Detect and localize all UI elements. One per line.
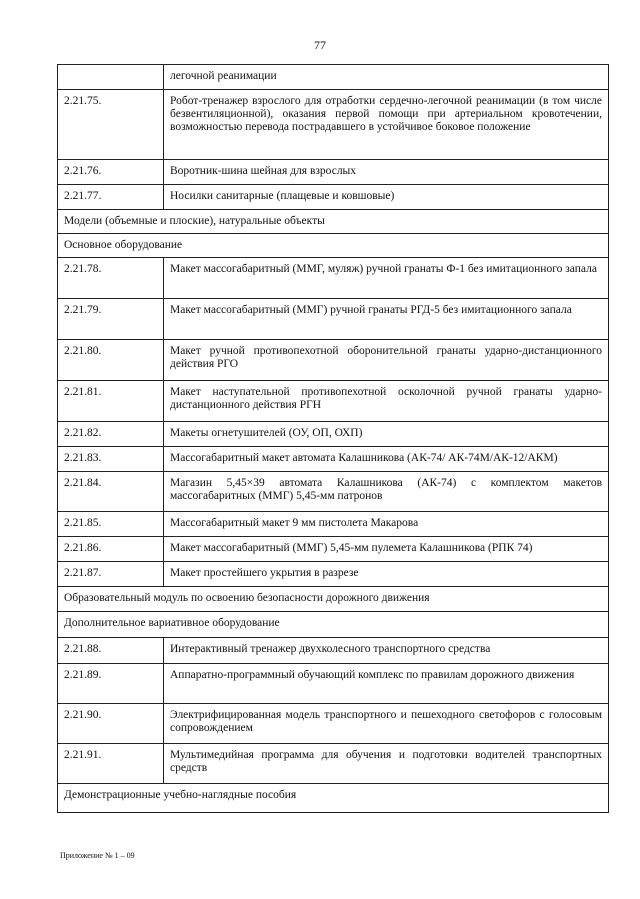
row-number: 2.21.79. xyxy=(58,299,164,339)
section-row xyxy=(57,233,609,257)
table-row xyxy=(57,298,609,339)
row-number: 2.21.85. xyxy=(58,512,164,536)
table-row xyxy=(57,471,609,511)
section-row xyxy=(57,611,609,637)
table-row xyxy=(57,64,609,89)
row-description: Магазин 5,45×39 автомата Калашникова (АК-74) с комплектом макетов массогабаритных (ММГ) 5,45-мм патронов xyxy=(170,477,602,502)
row-description: Робот-тренажер взрослого для отработки сердечно-легочной реанимации (в том числе безвентиляционной), оказания первой помощи при артериальном кровотечении, возможностью перевода пострадавшего в устойчивое боковое положение xyxy=(170,95,602,133)
row-description: Макет массогабаритный (ММГ, муляж) ручной гранаты Ф-1 без имитационного запала xyxy=(170,263,597,275)
row-description: Макет наступательной противопехотной осколочной ручной гранаты ударно-дистанционного действия РГН xyxy=(170,386,602,411)
row-number: 2.21.77. xyxy=(58,185,164,209)
row-number: 2.21.88. xyxy=(58,638,164,663)
footer-note: Приложение № 1 – 09 xyxy=(60,851,135,860)
table-row xyxy=(57,536,609,561)
section-row xyxy=(57,209,609,233)
row-description: Мультимедийная программа для обучения и подготовки водителей транспортных средств xyxy=(170,749,602,774)
row-description: Воротник-шина шейная для взрослых xyxy=(170,165,357,177)
row-number: 2.21.76. xyxy=(58,160,164,184)
row-description: Электрифицированная модель транспортного и пешеходного светофоров с голосовым сопровождением xyxy=(170,709,602,734)
row-description: Макет массогабаритный (ММГ) ручной гранаты РГД-5 без имитационного запала xyxy=(170,304,572,316)
row-description: Макеты огнетушителей (ОУ, ОП, ОХП) xyxy=(170,427,363,439)
row-description: Интерактивный тренажер двухколесного транспортного средства xyxy=(170,643,491,655)
section-row xyxy=(57,586,609,611)
table-row xyxy=(57,339,609,380)
row-number: 2.21.83. xyxy=(58,447,164,471)
row-number: 2.21.90. xyxy=(58,704,164,743)
row-number: 2.21.82. xyxy=(58,422,164,446)
section-heading: Модели (объемные и плоские), натуральные объекты xyxy=(64,215,325,227)
table-row xyxy=(57,159,609,184)
table-row xyxy=(57,380,609,421)
row-number: 2.21.91. xyxy=(58,744,164,783)
row-number: 2.21.80. xyxy=(58,340,164,380)
row-description: Макет массогабаритный (ММГ) 5,45-мм пулемета Калашникова (РПК 74) xyxy=(170,542,533,554)
row-number: 2.21.89. xyxy=(58,664,164,703)
table-row xyxy=(57,743,609,783)
row-description: Массогабаритный макет 9 мм пистолета Макарова xyxy=(170,517,419,529)
section-heading: Основное оборудование xyxy=(64,239,183,251)
row-number: 2.21.87. xyxy=(58,562,164,586)
row-number: 2.21.81. xyxy=(58,381,164,421)
table-row xyxy=(57,663,609,703)
row-number: 2.21.84. xyxy=(58,472,164,511)
section-heading: Дополнительное вариативное оборудование xyxy=(64,617,280,629)
table-row xyxy=(57,257,609,298)
table-row xyxy=(57,561,609,586)
page-number: 77 xyxy=(314,38,326,52)
row-number: 2.21.75. xyxy=(58,90,164,159)
row-description: Аппаратно-программный обучающий комплекс по правилам дорожного движения xyxy=(170,669,575,681)
table-row xyxy=(57,184,609,209)
row-number: 2.21.78. xyxy=(58,258,164,298)
table-row xyxy=(57,89,609,159)
row-description: Массогабаритный макет автомата Калашникова (АК-74/ АК-74М/АК-12/АКМ) xyxy=(170,452,558,464)
row-description: легочной реанимации xyxy=(170,70,277,82)
table-row xyxy=(57,637,609,663)
row-description: Носилки санитарные (плащевые и ковшовые) xyxy=(170,190,395,202)
section-heading: Образовательный модуль по освоению безопасности дорожного движения xyxy=(64,592,430,604)
table-row xyxy=(57,703,609,743)
row-description: Макет ручной противопехотной оборонительной гранаты ударно-дистанционного действия РГО xyxy=(170,345,602,370)
table-row xyxy=(57,511,609,536)
row-number: 2.21.86. xyxy=(58,537,164,561)
equipment-table xyxy=(57,64,609,813)
row-description: Макет простейшего укрытия в разрезе xyxy=(170,567,359,579)
table-row xyxy=(57,446,609,471)
section-row xyxy=(57,783,609,813)
section-heading: Демонстрационные учебно-наглядные пособия xyxy=(64,789,297,801)
row-number xyxy=(58,65,164,89)
table-row xyxy=(57,421,609,446)
